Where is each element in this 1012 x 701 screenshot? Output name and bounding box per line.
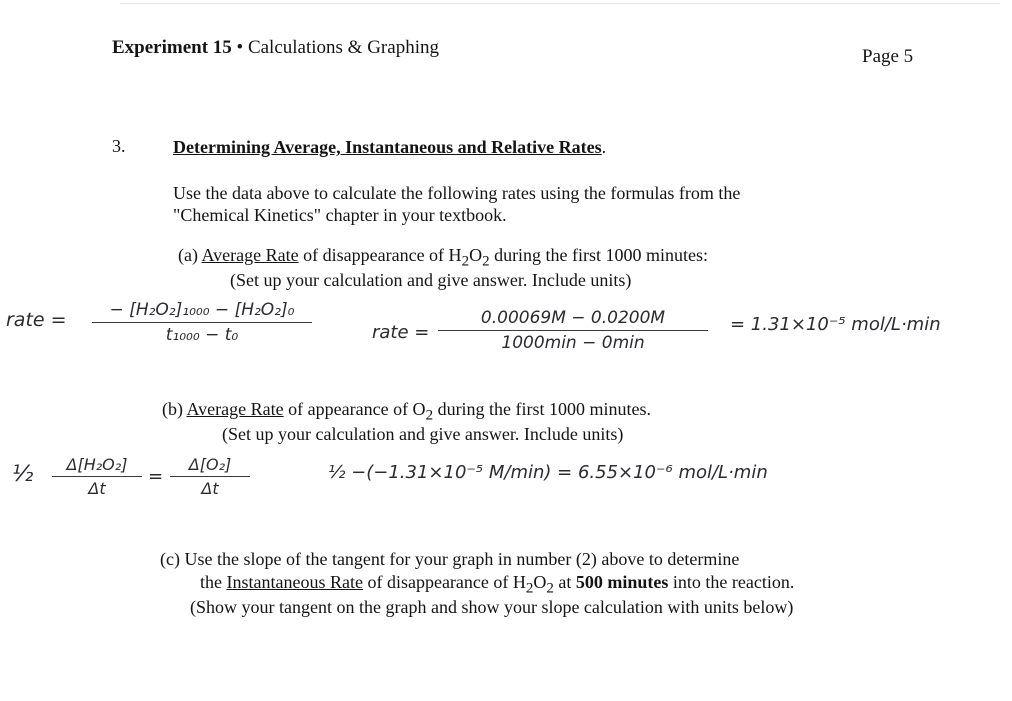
part-a-line-2: (Set up your calculation and give answer. Include units) <box>230 270 632 290</box>
hw-a-formula-num: − [H₂O₂]₁₀₀₀ − [H₂O₂]₀ <box>109 300 295 320</box>
hw-b-num-1: Δ[H₂O₂] <box>66 455 128 474</box>
question-title <box>173 137 606 158</box>
header-bullet: • <box>236 37 244 58</box>
hw-b-num-2: Δ[O₂] <box>188 455 232 474</box>
part-b-line-2: (Set up your calculation and give answer. Include units) <box>222 424 624 444</box>
hw-a-calc-den: 1000min − 0min <box>501 333 645 353</box>
scan-artifact <box>120 3 1000 4</box>
intro-line-1: Use the data above to calculate the following rates using the formulas from the <box>173 183 741 203</box>
question-title-text: Determining Average, Instantaneous and Relative Rates <box>173 137 602 157</box>
hw-b-frac-2 <box>170 455 250 498</box>
hw-b-calc: ½ −(−1.31×10⁻⁵ M/min) = 6.55×10⁻⁶ mol/L·min <box>328 462 768 483</box>
part-b-term: Average Rate <box>186 399 284 419</box>
part-c-line-3: (Show your tangent on the graph and show your slope calculation with units below) <box>190 597 794 617</box>
page-header <box>112 37 439 59</box>
hw-a-rate-label: rate = <box>6 309 67 331</box>
part-a-line-1 <box>178 245 708 271</box>
question-title-period: . <box>601 137 607 157</box>
fraction-bar <box>170 476 250 477</box>
hw-a-formula <box>92 300 312 345</box>
fraction-bar <box>438 330 708 331</box>
part-c-time: 500 minutes <box>575 572 669 592</box>
part-a-text-post: during the first 1000 minutes: <box>494 245 709 265</box>
hw-a-calc-label: rate = <box>372 322 430 343</box>
hw-b-den-2: Δt <box>201 479 219 498</box>
part-b-line-1 <box>162 399 651 425</box>
hw-a-formula-den: t₁₀₀₀ − t₀ <box>165 325 239 345</box>
part-b-prefix: (b) <box>162 399 183 419</box>
hw-b-half: ½ <box>12 462 34 487</box>
experiment-title: Experiment 15 <box>112 37 232 58</box>
hw-b-den-1: Δt <box>88 479 106 498</box>
section-title: Calculations & Graphing <box>247 37 439 58</box>
part-b-text: of appearance of $O_2$ <box>288 399 434 424</box>
part-a-text: of disappearance of $H_2O_2$ <box>303 245 490 270</box>
part-c-text: of disappearance of $H_2O_2$ <box>367 572 554 597</box>
part-c-term: Instantaneous Rate <box>226 572 363 592</box>
hw-a-calc-num: 0.00069M − 0.0200M <box>480 308 666 328</box>
fraction-bar <box>52 476 142 477</box>
fraction-bar <box>92 322 312 323</box>
question-number: 3. <box>112 136 126 156</box>
part-c-line-1: (c) Use the slope of the tangent for your graph in number (2) above to determine <box>160 549 740 569</box>
hw-a-calc-result: = 1.31×10⁻⁵ mol/L·min <box>730 314 941 335</box>
part-a-term: Average Rate <box>201 245 299 265</box>
part-c-line-2: the Instantaneous Rate of disappearance of $H_2O_2$ at 500 minutes into the reaction. <box>200 572 795 597</box>
hw-b-frac-1 <box>52 455 142 498</box>
part-a-prefix: (a) <box>178 245 198 265</box>
page-number: Page 5 <box>862 46 914 67</box>
part-b-text-post: during the first 1000 minutes. <box>437 399 652 419</box>
intro-line-2: "Chemical Kinetics" chapter in your textbook. <box>173 205 507 225</box>
hw-a-calc <box>438 308 708 353</box>
hw-b-equals: = <box>148 466 164 487</box>
